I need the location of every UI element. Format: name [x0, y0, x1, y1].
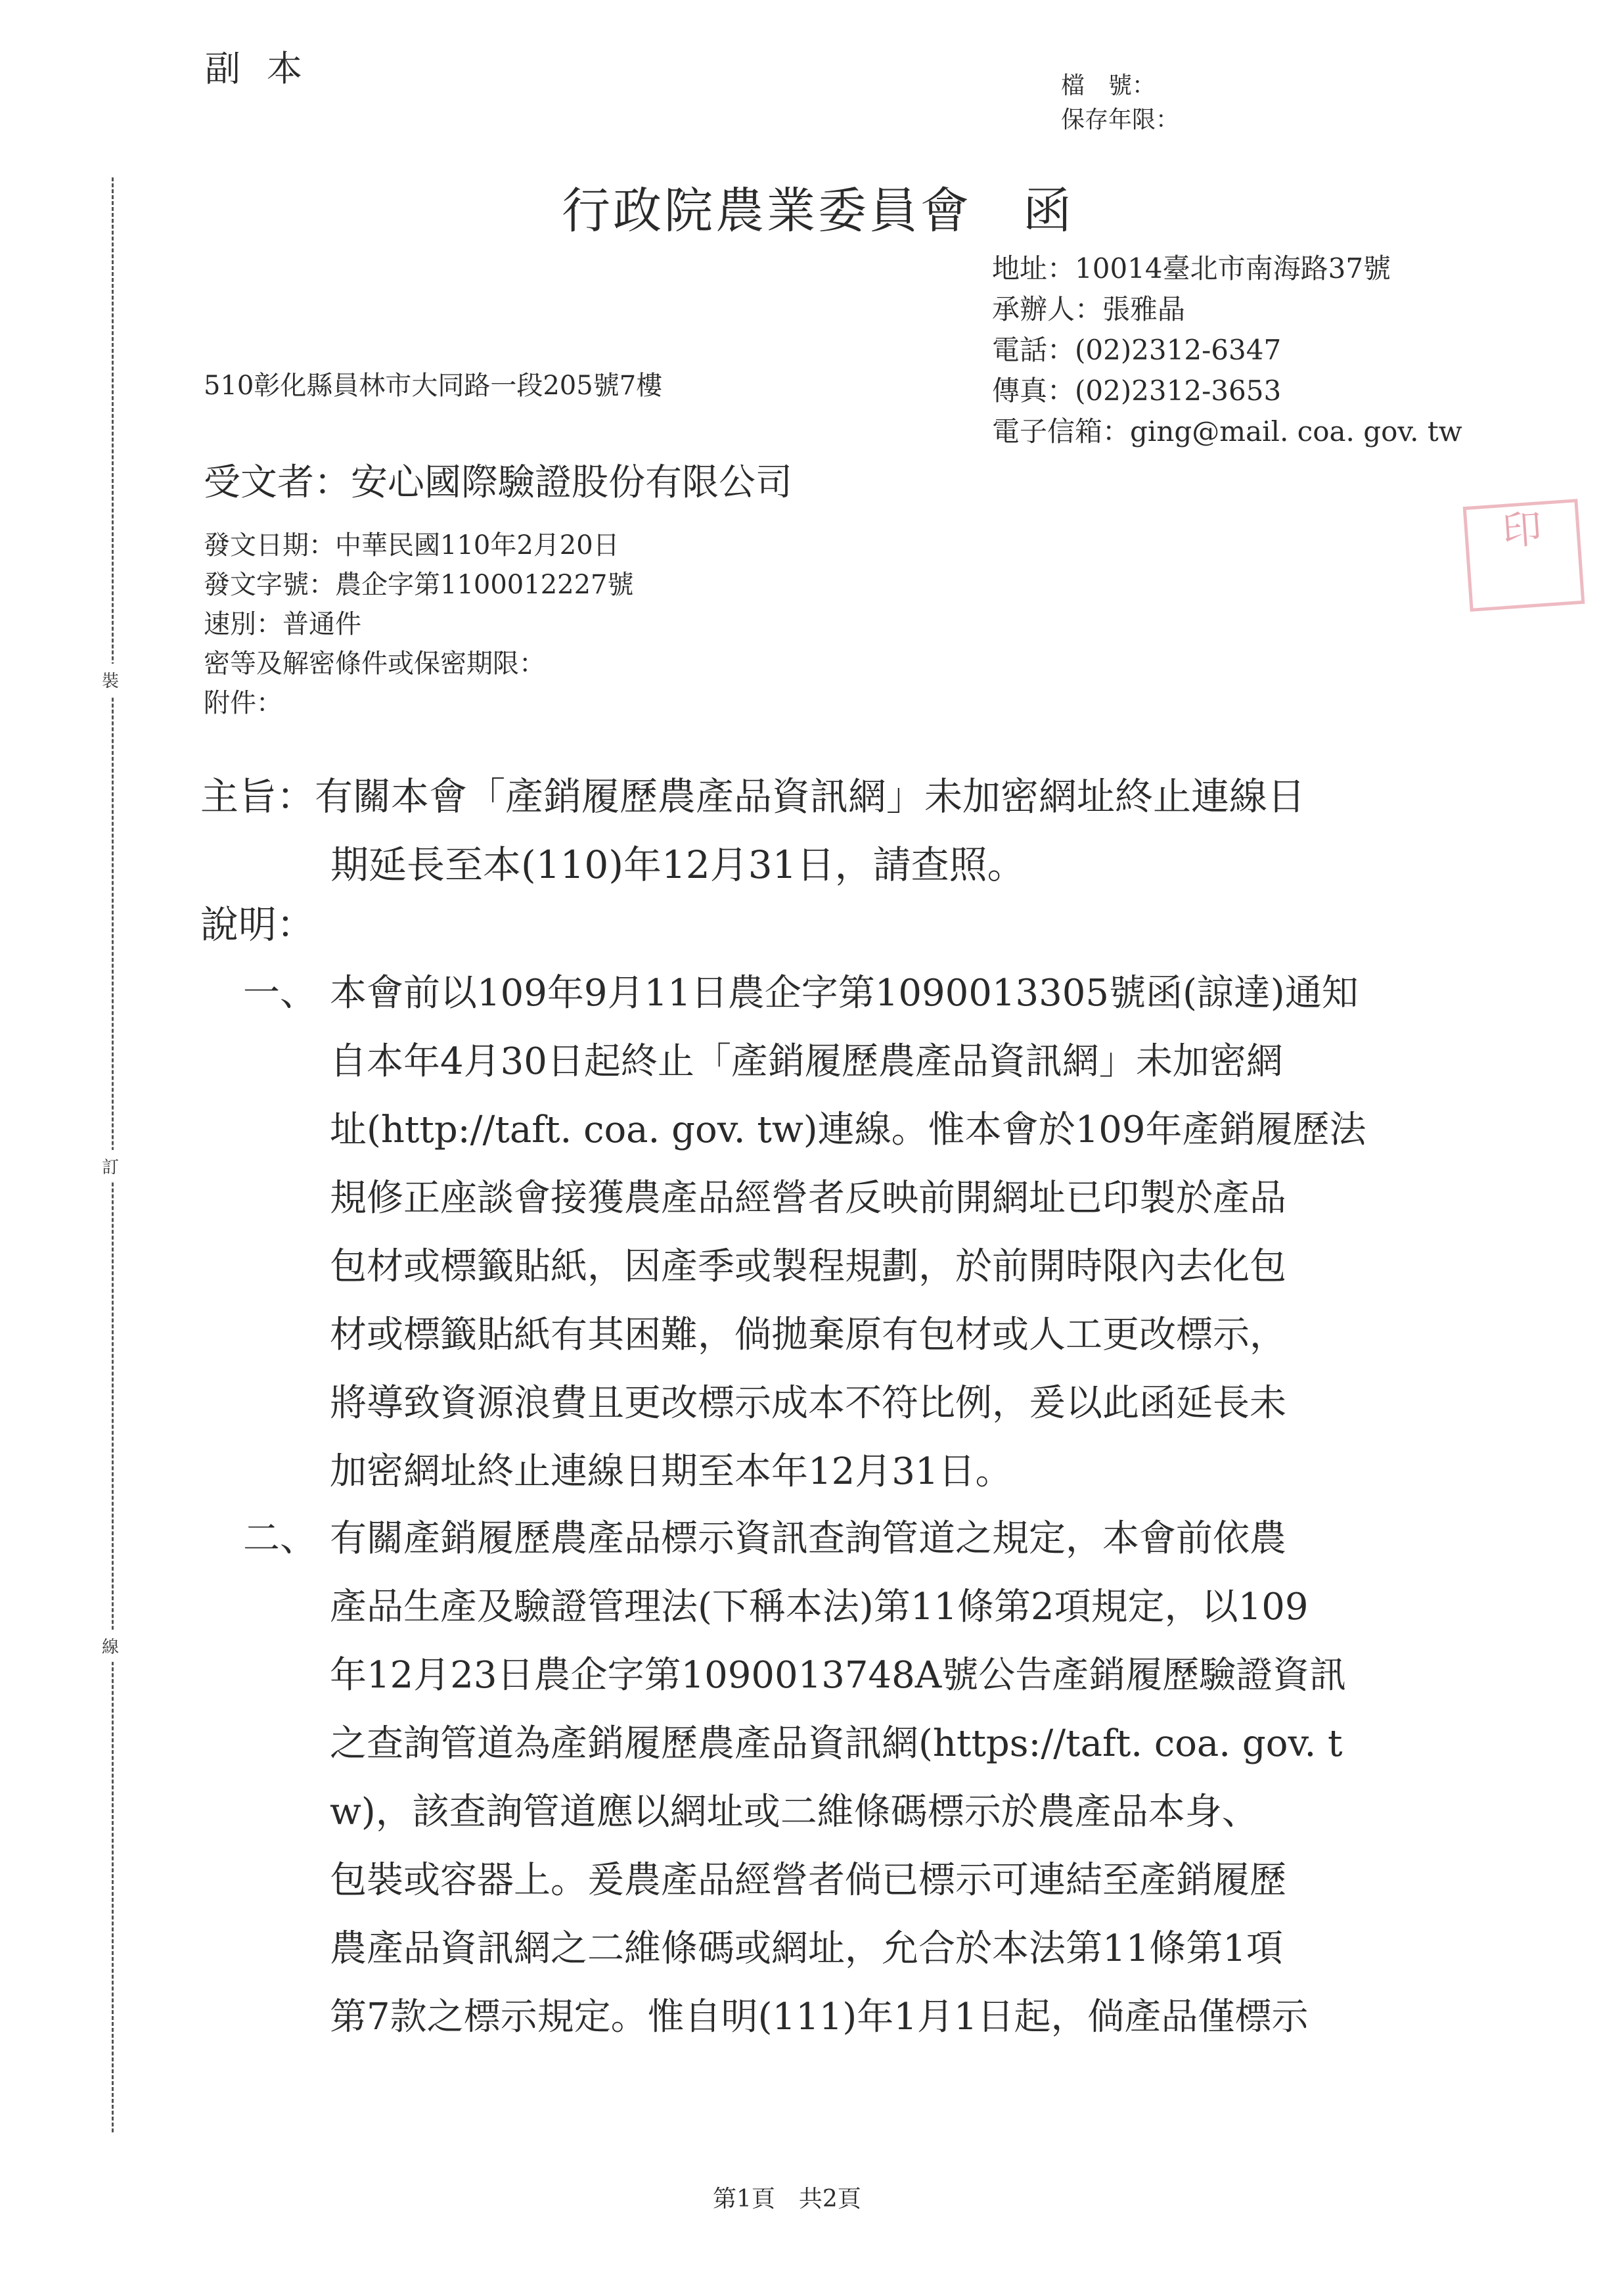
sender-info	[992, 248, 1462, 452]
binding-char: 裝	[102, 664, 119, 696]
item-line: 第7款之標示規定。惟自明(111)年1月1日起，倘產品僅標示	[330, 1996, 1309, 2038]
security-level: 密等及解密條件或保密期限：	[204, 649, 545, 679]
subject	[200, 762, 1305, 899]
sender-address: 地址：10014臺北市南海路37號	[992, 252, 1391, 285]
issue-date: 發文日期：中華民國110年2月20日	[204, 530, 620, 561]
item-number: 一、	[243, 972, 317, 1015]
item-line: 材或標籤貼紙有其困難，倘拋棄原有包材或人工更改標示，	[330, 1314, 1286, 1356]
item-line: 自本年4月30日起終止「產銷履歷農產品資訊網」未加密網	[330, 1040, 1283, 1083]
file-info	[1061, 69, 1179, 137]
official-seal	[1463, 499, 1585, 612]
retention-label: 保存年限：	[1061, 106, 1180, 133]
item-line: 規修正座談會接獲農產品經營者反映前開網址已印製於產品	[330, 1177, 1286, 1220]
page-number: 第1頁 共2頁	[713, 2186, 861, 2213]
subject-line: 期延長至本(110)年12月31日，請查照。	[330, 842, 1026, 887]
recipient-address: 510彰化縣員林市大同路一段205號7樓	[204, 371, 663, 401]
document-title: 行政院農業委員會 函	[562, 183, 1074, 239]
item-line: 包材或標籤貼紙，因產季或製程規劃，於前開時限內去化包	[330, 1245, 1286, 1288]
item-line: 加密網址終止連線日期至本年12月31日。	[330, 1450, 1012, 1493]
document-number: 發文字號：農企字第1100012227號	[204, 570, 634, 600]
item-line: 有關產銷履歷農產品標示資訊查詢管道之規定，本會前依農	[330, 1517, 1286, 1560]
item-line: 址(http://taft. coa. gov. tw)連線。惟本會於109年產銷履歷法	[330, 1109, 1366, 1151]
item-line: w)，該查詢管道應以網址或二維條碼標示於農產品本身、	[330, 1791, 1259, 1833]
seal-text: 印	[1500, 506, 1544, 555]
document-meta	[204, 526, 634, 723]
email: 電子信箱：ging@mail. coa. gov. tw	[992, 415, 1462, 448]
binding-char: 訂	[102, 1150, 119, 1182]
item-line: 將導致資源浪費且更改標示成本不符比例，爰以此函延長未	[330, 1382, 1286, 1425]
item-line: 之查詢管道為產銷履歷農產品資訊網(https://taft. coa. gov. t	[330, 1722, 1343, 1765]
item-line: 農產品資訊網之二維條碼或網址，允合於本法第11條第1項	[330, 1927, 1283, 1970]
fax: 傳真：(02)2312-3653	[992, 375, 1282, 407]
item-line: 本會前以109年9月11日農企字第1090013305號函(諒達)通知	[330, 972, 1359, 1015]
item-line: 年12月23日農企字第1090013748A號公告產銷履歷驗證資訊	[330, 1654, 1347, 1697]
item-line: 包裝或容器上。爰農產品經營者倘已標示可連結至產銷履歷	[330, 1859, 1286, 1902]
file-number-label: 檔 號：	[1061, 72, 1156, 99]
subject-line: 主旨：有關本會「產銷履歷農產品資訊網」未加密網址終止連線日	[200, 774, 1306, 819]
attachment: 附件：	[204, 688, 282, 718]
description-item-1	[243, 959, 1366, 1506]
description-item-2	[243, 1505, 1346, 2052]
binding-char: 線	[102, 1630, 119, 1662]
item-number: 二、	[243, 1517, 317, 1560]
recipient-name: 受文者：安心國際驗證股份有限公司	[204, 461, 792, 504]
phone: 電話：(02)2312-6347	[992, 334, 1282, 366]
speed-class: 速別：普通件	[204, 609, 361, 639]
description-title: 說明：	[200, 902, 315, 947]
item-line: 產品生產及驗證管理法(下稱本法)第11條第2項規定，以109	[330, 1586, 1309, 1628]
contact-person: 承辦人：張雅晶	[992, 293, 1186, 325]
copy-mark: 副本	[205, 48, 328, 89]
